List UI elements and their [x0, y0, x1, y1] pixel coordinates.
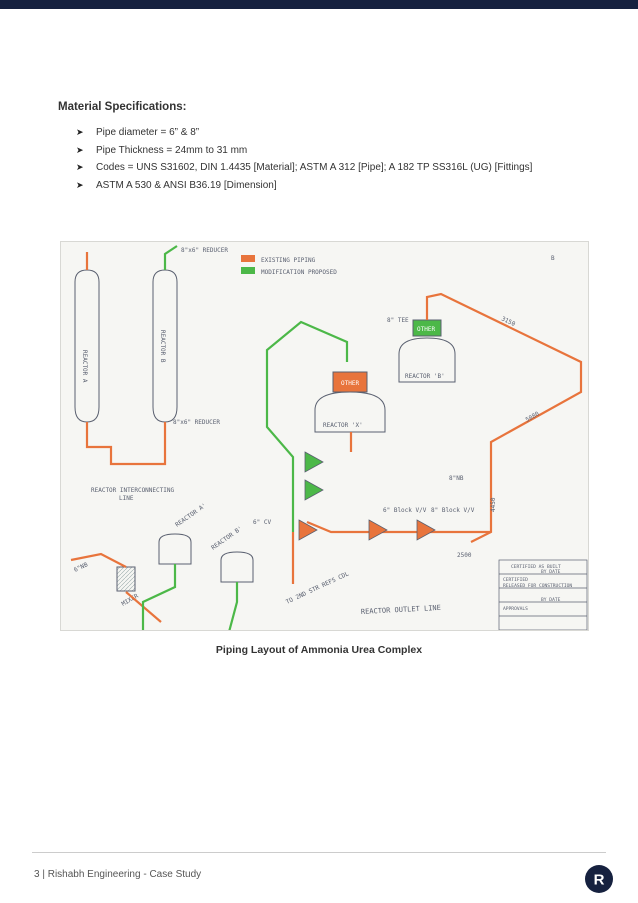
reactor-x-other-label: OTHER	[341, 380, 360, 387]
arrow-bullet-icon: ➤	[76, 179, 84, 190]
proposed-piping-left	[165, 246, 177, 270]
legend-existing-swatch	[241, 255, 255, 262]
spec-item-text: Pipe Thickness = 24mm to 31 mm	[96, 144, 248, 156]
reactor-b-right-label: REACTOR 'B'	[405, 373, 445, 380]
reducer-bottom-label: 8"x6" REDUCER	[173, 419, 220, 426]
spec-item-text: Codes = UNS S31602, DIN 1.4435 [Material]; ASTM A 312 [Pipe]; A 182 TP SS316L (UG) [Fittings]	[96, 162, 533, 174]
footer-text: 3 | Rishabh Engineering - Case Study	[34, 869, 202, 880]
mixer-label: MIXER	[120, 592, 140, 608]
interconnecting-label: REACTOR INTERCONNECTING	[91, 487, 175, 494]
specs-heading: Material Specifications:	[58, 101, 187, 113]
spec-item	[76, 142, 532, 160]
reactor-b-small-vessel	[221, 552, 253, 582]
reactor-a-small-label: REACTOR A'	[174, 502, 208, 529]
title-row: APPROVALS	[503, 607, 528, 612]
reactor-a-label: REACTOR A	[81, 350, 88, 383]
title-row: BY DATE	[541, 570, 561, 575]
legend-proposed-swatch	[241, 267, 255, 274]
axis-b-label: B	[551, 255, 555, 262]
dim-5080: 5080	[524, 410, 541, 424]
dim-4450: 4450	[490, 497, 497, 512]
arrow-bullet-icon: ➤	[76, 127, 84, 138]
reducer-top-label: 8"x6" REDUCER	[181, 247, 228, 254]
arrow-bullet-icon: ➤	[76, 162, 84, 173]
spec-item	[76, 159, 532, 177]
block-valve-1-label: 6" Block V/V	[383, 507, 427, 514]
proposed-piping-bottom	[143, 564, 237, 631]
tee-label: 8" TEE	[387, 317, 409, 324]
interconnecting-label-2: LINE	[119, 495, 134, 502]
logo-letter: R	[593, 871, 605, 889]
spec-item	[76, 124, 532, 142]
reactor-a-vessel	[75, 270, 99, 422]
dim-2500: 2500	[457, 552, 472, 559]
title-block-text	[503, 564, 572, 612]
figure-caption: Piping Layout of Ammonia Urea Complex	[215, 644, 423, 656]
spec-item-text: ASTM A 530 & ANSI B36.19 [Dimension]	[96, 179, 277, 191]
reactor-a-small-vessel	[159, 534, 191, 564]
cv-label: 6" CV	[253, 519, 272, 526]
legend-existing-label: EXISTING PIPING	[261, 257, 316, 264]
block-valve-2-label: 8" Block V/V	[431, 507, 475, 514]
piping-sketch	[61, 242, 589, 631]
title-row: RELEASED FOR CONSTRUCTION	[503, 584, 573, 589]
header-band	[0, 0, 638, 9]
title-row: BY DATE	[541, 598, 561, 603]
nb-6-label: 6"NB	[72, 561, 89, 574]
reactor-b-other-label: OTHER	[417, 326, 436, 333]
title-row: CERTIFIED AS BUILT	[511, 565, 561, 570]
spec-item	[76, 177, 532, 195]
nb-8-label: 8"NB	[449, 475, 464, 482]
to-cooler-label: TO 2ND STR REFS CDL	[284, 570, 351, 606]
arrow-bullet-icon: ➤	[76, 144, 84, 155]
specs-list	[76, 124, 532, 194]
footer-divider	[32, 852, 606, 853]
piping-layout-drawing	[60, 241, 589, 631]
reactor-b-label: REACTOR B	[159, 330, 166, 363]
company-logo-icon	[584, 864, 614, 894]
title-row: CERTIFIED	[503, 578, 528, 583]
mixer-block	[117, 567, 135, 591]
spec-item-text: Pipe diameter = 6” & 8”	[96, 127, 200, 139]
reactor-b-small-label: REACTOR B'	[210, 525, 244, 552]
dim-3150: 3150	[500, 315, 517, 328]
reactor-x-label: REACTOR 'X'	[323, 422, 363, 429]
outlet-label: REACTOR OUTLET LINE	[360, 603, 442, 616]
legend-proposed-label: MODIFICATION PROPOSED	[261, 269, 337, 276]
